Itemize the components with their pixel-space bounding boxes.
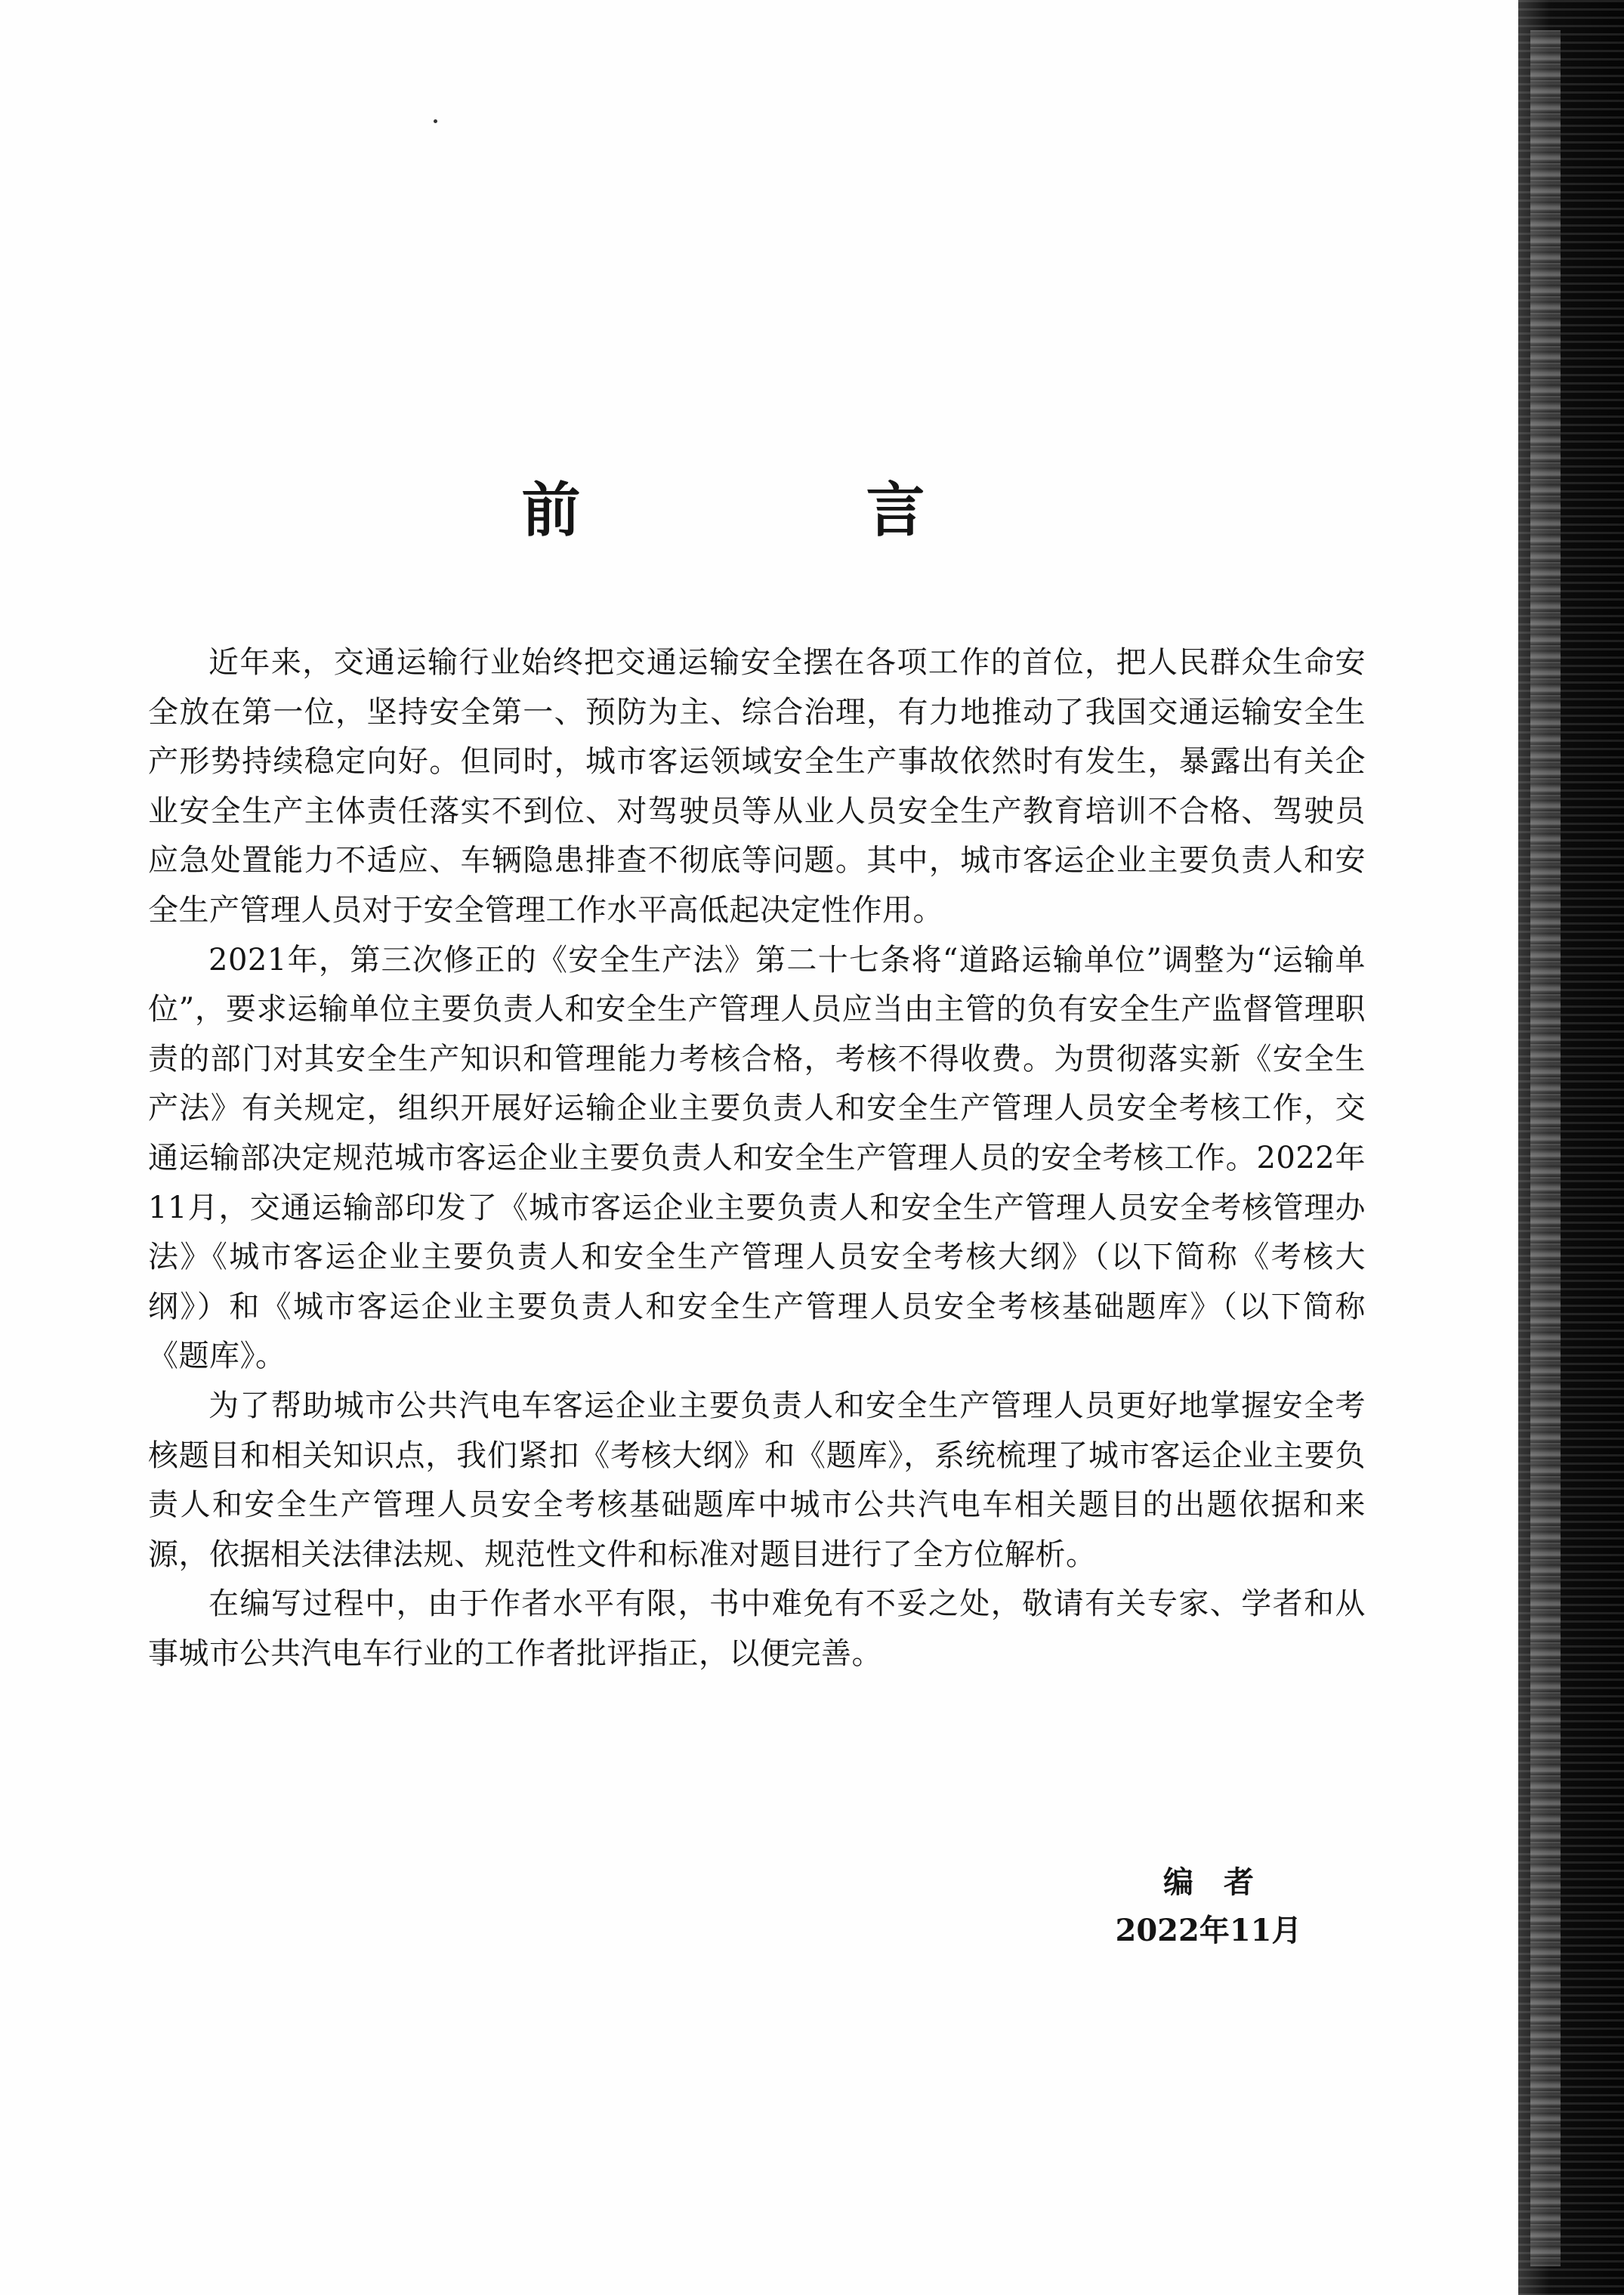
signature-author: 编者 [1163, 1864, 1284, 1900]
scan-speck [434, 119, 437, 123]
signature-block [1088, 1858, 1329, 1955]
signature-date: 2022年11月 [1115, 1913, 1302, 1948]
scan-edge-texture [1530, 30, 1561, 2266]
paragraph-4: 在编写过程中，由于作者水平有限，书中难免有不妥之处，敬请有关专家、学者和从事城市公共汽电车行业的工作者批评指正，以便完善。 [148, 1586, 1366, 1671]
page-title: 前 言 [521, 476, 1039, 545]
paragraph-2: 2021年，第三次修正的《安全生产法》第二十七条将“道路运输单位”调整为“运输单位”，要求运输单位主要负责人和安全生产管理人员应当由主管的负有安全生产监督管理职责的部门对其安全生产知识和管理能力考核合格，考核不得收费。为贯彻落实新《安全生产法》有关规定，组织开展好运输企业主要负责人和安全生产管理人员安全考核工作，交通运输部决定规范城市客运企业主要负责人和安全生产管理人员的安全考核工作。2022年11月，交通运输部印发了《城市客运企业主要负责人和安全生产管理人员安全考核管理办法》《城市客运企业主要负责人和安全生产管理人员安全考核大纲》（以下简称《考核大纲》）和《城市客运企业主要负责人和安全生产管理人员安全考核基础题库》（以下简称《题库》。 [148, 942, 1366, 1374]
paragraph-1: 近年来，交通运输行业始终把交通运输安全摆在各项工作的首位，把人民群众生命安全放在第一位，坚持安全第一、预防为主、综合治理，有力地推动了我国交通运输安全生产形势持续稳定向好。但同时，城市客运领域安全生产事故依然时有发生，暴露出有关企业安全生产主体责任落实不到位、对驾驶员等从业人员安全生产教育培训不合格、驾驶员应急处置能力不适应、车辆隐患排查不彻底等问题。其中，城市客运企业主要负责人和安全生产管理人员对于安全管理工作水平高低起决定性作用。 [148, 645, 1366, 928]
paragraph-3: 为了帮助城市公共汽电车客运企业主要负责人和安全生产管理人员更好地掌握安全考核题目和相关知识点，我们紧扣《考核大纲》和《题库》，系统梳理了城市客运企业主要负责人和安全生产管理人员安全考核基础题库中城市公共汽电车相关题目的出题依据和来源，依据相关法律法规、规范性文件和标准对题目进行了全方位解析。 [148, 1388, 1366, 1572]
preface-body [148, 638, 1366, 1679]
